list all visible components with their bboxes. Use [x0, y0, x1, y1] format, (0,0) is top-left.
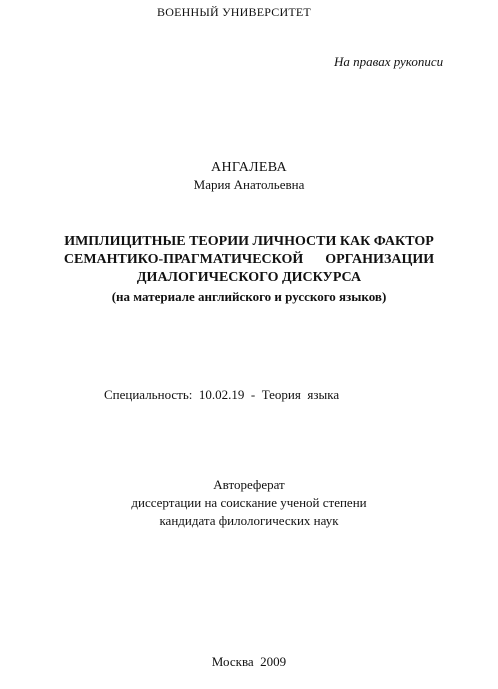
author-given-names: Мария Анатольевна [193, 177, 305, 192]
title-line-2: СЕМАНТИКО-ПРАГМАТИЧЕСКОЙ ОРГАНИЗАЦИИ [63, 252, 435, 267]
specialty-line: Специальность: 10.02.19 - Теория языка [104, 387, 340, 402]
abstract-description-1: диссертации на соискание ученой степени [131, 495, 367, 510]
title-line-1: ИМПЛИЦИТНЫЕ ТЕОРИИ ЛИЧНОСТИ КАК ФАКТОР [64, 234, 434, 249]
place-and-year: Москва 2009 [211, 654, 287, 669]
institution-name: ВОЕННЫЙ УНИВЕРСИТЕТ [157, 5, 311, 19]
abstract-label: Автореферат [213, 477, 285, 492]
title-line-3: ДИАЛОГИЧЕСКОГО ДИСКУРСА [136, 270, 362, 285]
title-subtitle: (на материале английского и русского языков) [111, 289, 387, 304]
author-surname: АНГАЛЕВА [211, 160, 287, 175]
rights-note: На правах рукописи [334, 54, 444, 69]
abstract-description-2: кандидата филологических наук [159, 513, 339, 528]
